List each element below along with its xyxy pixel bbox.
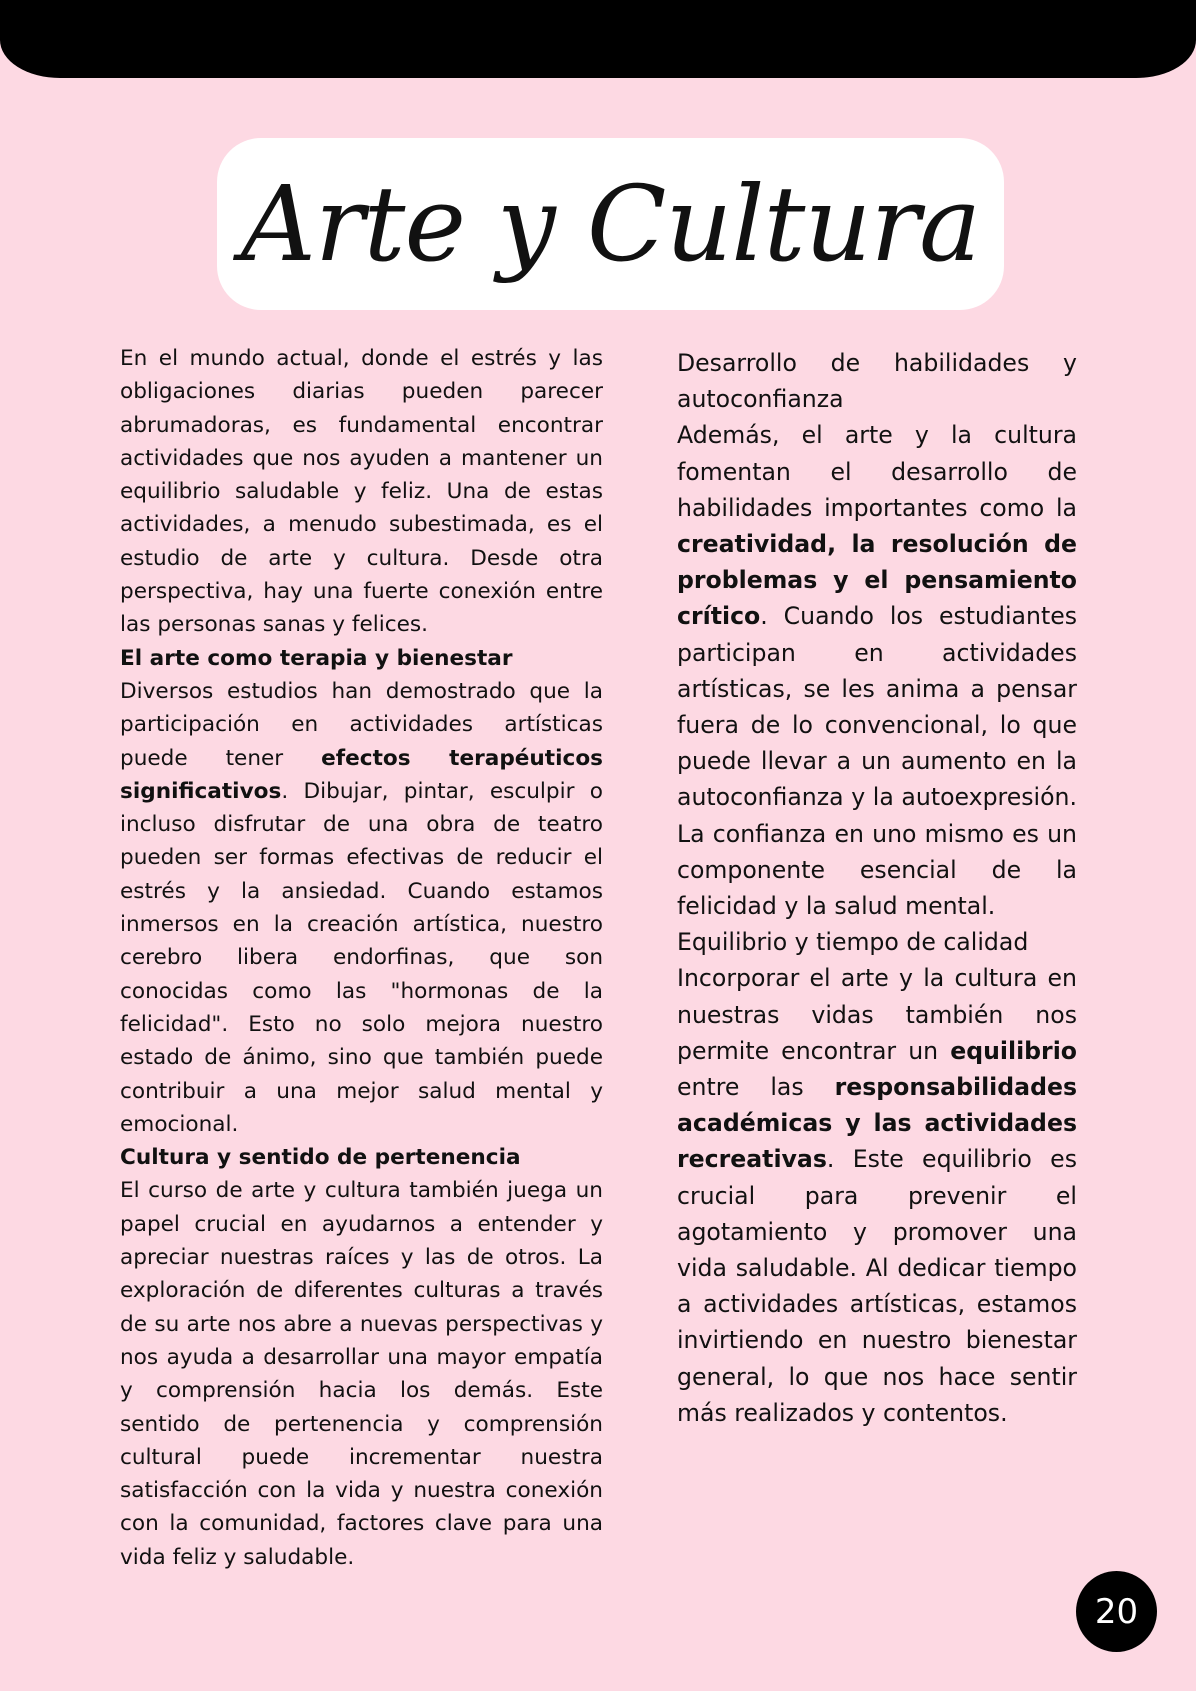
- bold-run: creatividad, la resolución de problemas y el pensamiento crítico: [677, 530, 1077, 631]
- page-number-badge: [1076, 1571, 1157, 1652]
- intro-paragraph: En el mundo actual, donde el estrés y las obligaciones diarias pueden parecer abrumadoras, es fundamental encontrar actividades que nos ayuden a mantener un equilibrio saludable y feliz. Una de estas actividades, a menudo subestimada, es el estudio de arte y cultura. Desde otra perspectiva, hay una fuerte conexión entre las personas sanas y felices.: [120, 346, 603, 638]
- bold-run: efectos terapéuticos significativos: [120, 745, 604, 804]
- text-run: entre las: [677, 1073, 835, 1102]
- section-heading-culture: Cultura y sentido de pertenencia: [120, 1145, 521, 1171]
- page-title: Arte y Cultura: [240, 163, 981, 285]
- section-heading-therapy: El arte como terapia y bienestar: [120, 645, 513, 671]
- text-run: . Cuando los estudiantes participan en actividades artísticas, se les anima a pensar fuera de lo convencional, lo que puede llevar a un aumento en la autoconfianza y la autoexpresión. La confianza en uno mismo es un componente esencial de la felicidad y la salud mental.: [677, 602, 1077, 921]
- bold-run: responsabilidades académicas y las actividades recreativas: [677, 1073, 1077, 1174]
- section-heading-skills: Desarrollo de habilidades y autoconfianza: [677, 349, 1077, 414]
- top-decorative-band: [0, 0, 1196, 78]
- balance-paragraph: [677, 960, 1077, 1431]
- skills-paragraph: [677, 417, 1077, 924]
- text-run: . Dibujar, pintar, esculpir o incluso disfrutar de una obra de teatro pueden ser formas efectivas de reducir el estrés y la ansiedad. Cuando estamos inmersos en la creación artística, nuestro cerebro libera endorfinas, que son conocidas como las "hormonas de la felicidad". Esto no solo mejora nuestro estado de ánimo, sino que también puede contribuir a una mejor salud mental y emocional.: [120, 778, 603, 1137]
- section-heading-balance: Equilibrio y tiempo de calidad: [677, 928, 1029, 957]
- text-run: Además, el arte y la cultura fomentan el desarrollo de habilidades importantes como la: [677, 421, 1077, 522]
- text-run: Incorporar el arte y la cultura en nuestras vidas también nos permite encontrar un: [677, 964, 1077, 1065]
- page-number: 20: [1094, 1591, 1139, 1632]
- culture-paragraph: El curso de arte y cultura también juega un papel crucial en ayudarnos a entender y apreciar nuestras raíces y las de otros. La exploración de diferentes culturas a través de su arte nos abre a nuevas perspectivas y nos ayuda a desarrollar una mayor empatía y comprensión hacia los demás. Este sentido de pertenencia y comprensión cultural puede incrementar nuestra satisfacción con la vida y nuestra conexión con la comunidad, factores clave para una vida feliz y saludable.: [120, 1178, 603, 1570]
- title-card: [217, 138, 1004, 310]
- bold-run: equilibrio: [950, 1036, 1077, 1065]
- text-run: Diversos estudios han demostrado que la participación en actividades artísticas puede tener: [120, 678, 603, 771]
- right-column: [677, 345, 1077, 1431]
- therapy-paragraph: [120, 675, 603, 1141]
- left-column: [120, 342, 603, 1574]
- text-run: . Este equilibrio es crucial para prevenir el agotamiento y promover una vida saludable. Al dedicar tiempo a actividades artísticas, estamos invirtiendo en nuestro bienestar general, lo que nos hace sentir más realizados y contentos.: [677, 1145, 1077, 1427]
